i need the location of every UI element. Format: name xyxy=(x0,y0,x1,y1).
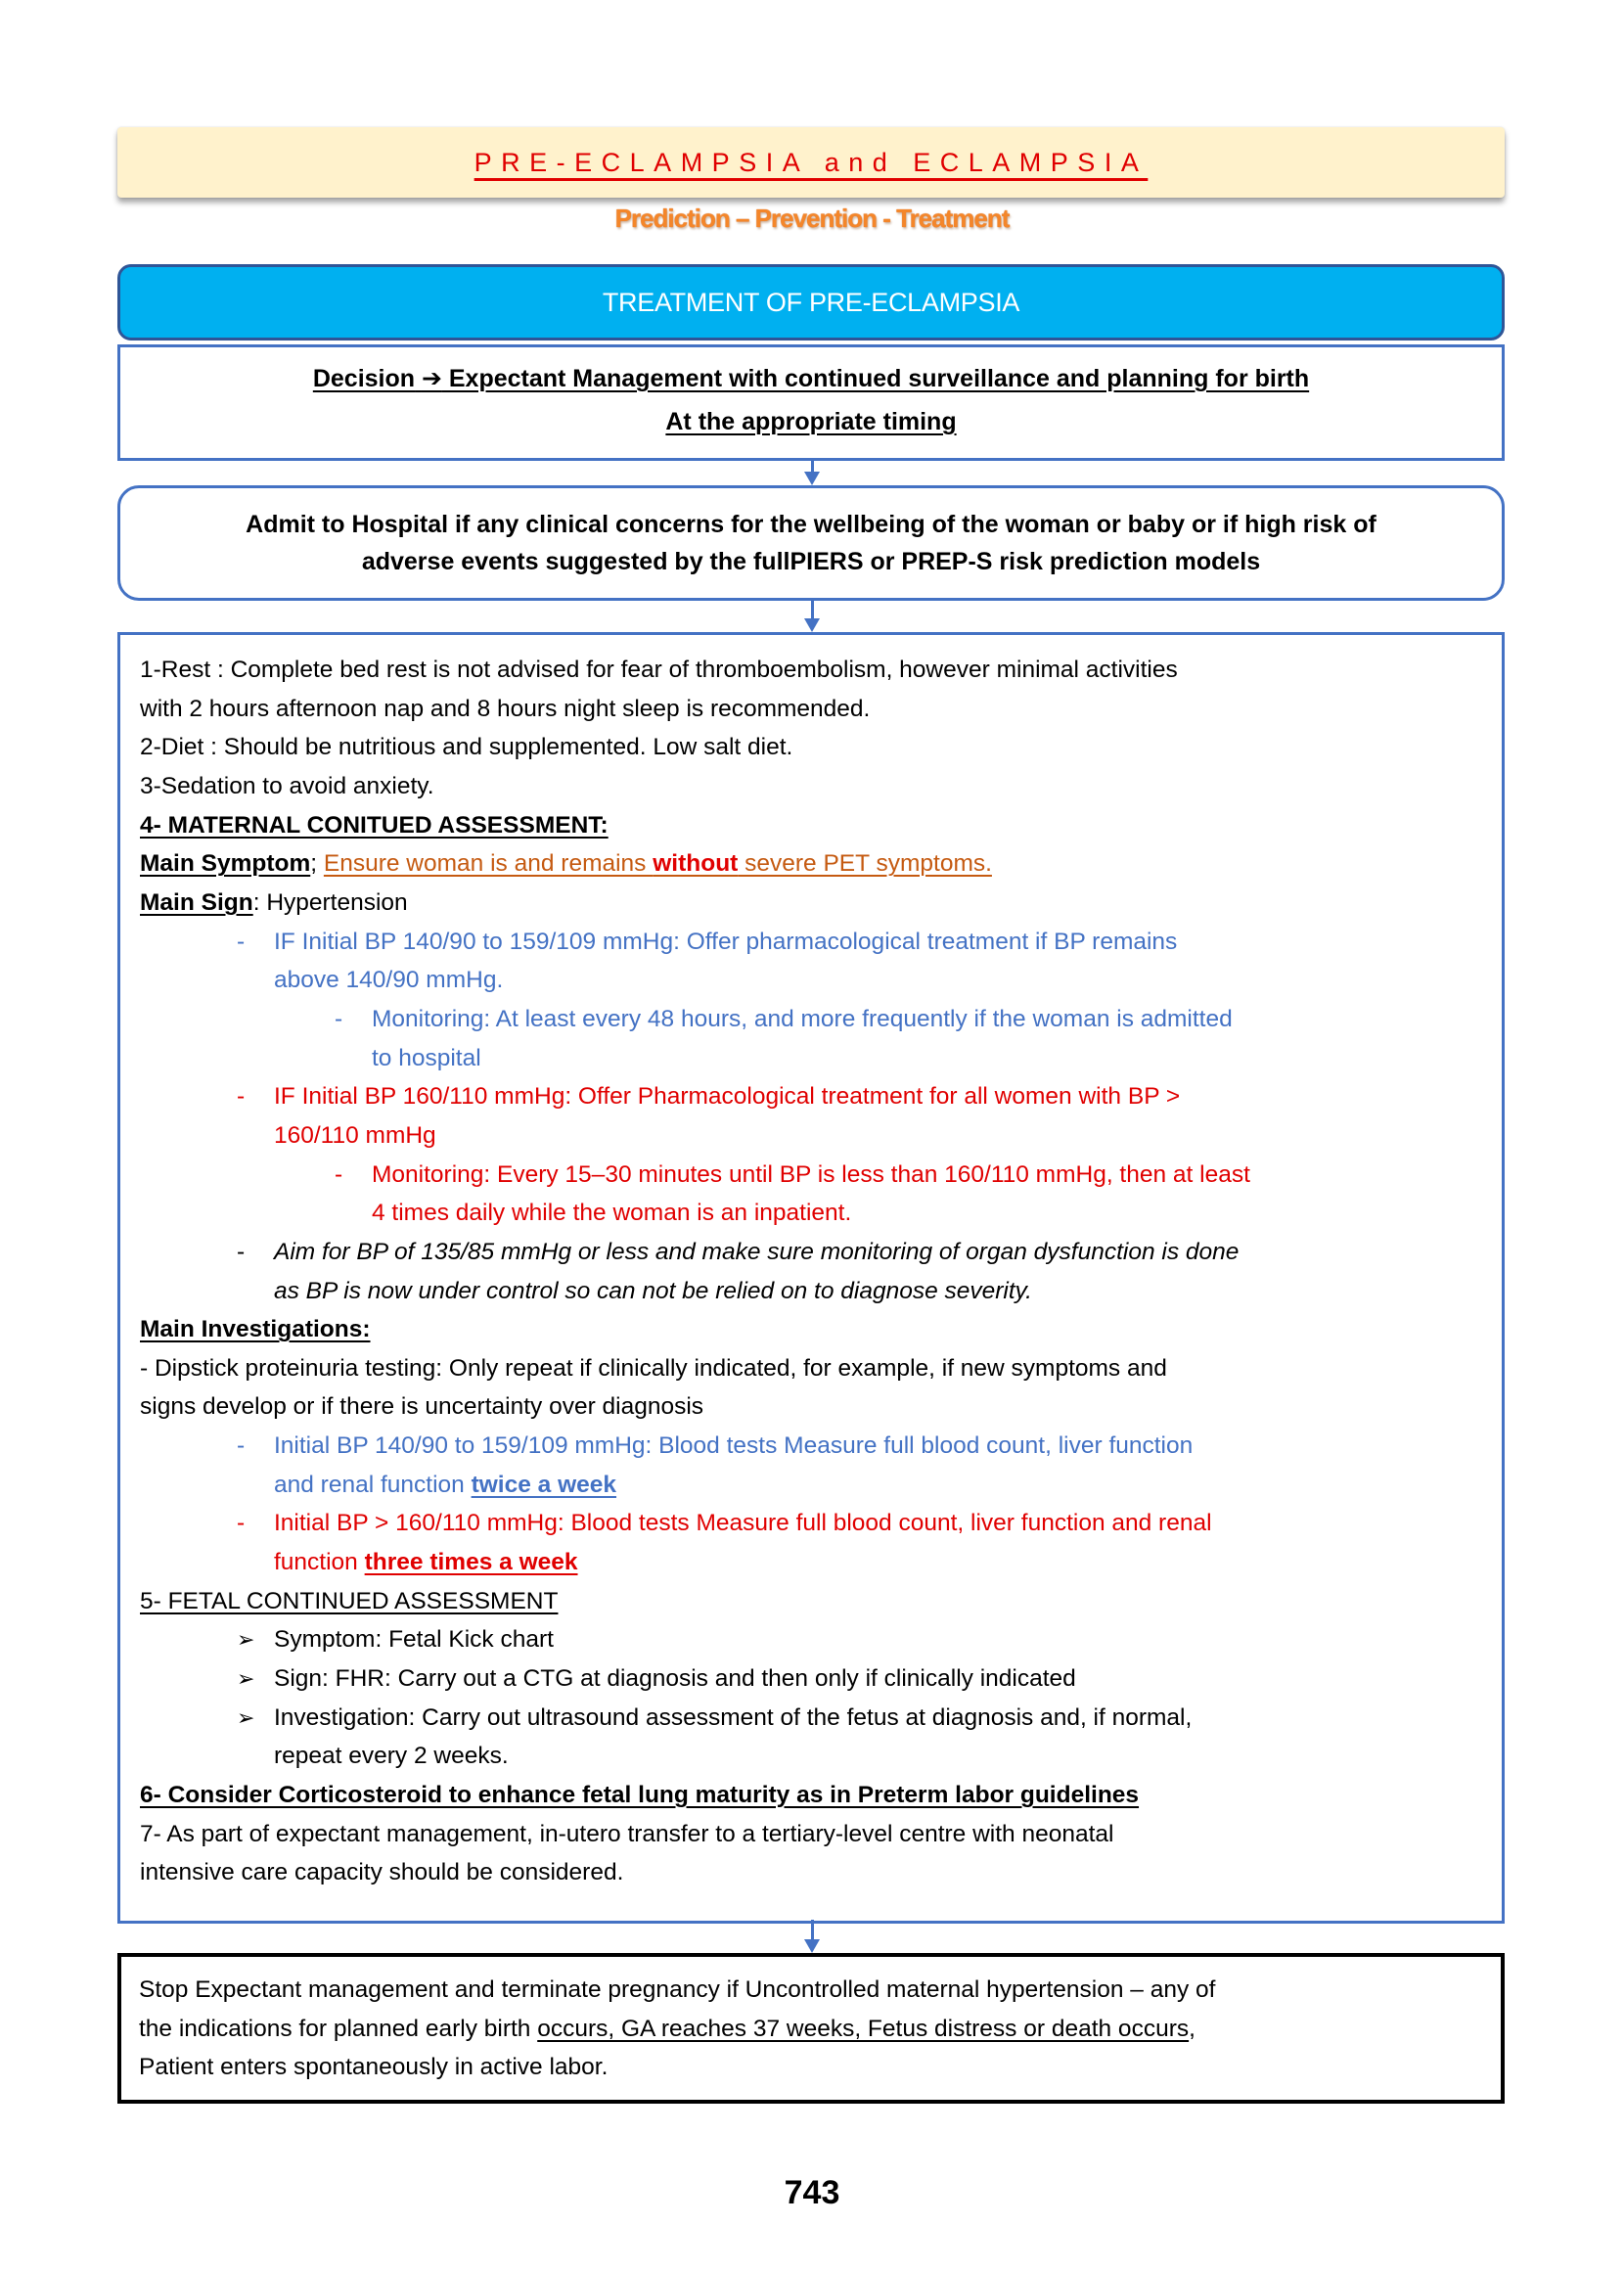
transfer-line-1: 7- As part of expectant management, in-utero transfer to a tertiary-level centre with neonatal xyxy=(140,1820,1114,1847)
diet-line: 2-Diet : Should be nutritious and supplemented. Low salt diet. xyxy=(140,734,793,761)
fetal-sign-text: Sign: FHR: Carry out a CTG at diagnosis and then only if clinically indicated xyxy=(274,1665,1076,1693)
fetal-assessment-heading: 5- FETAL CONTINUED ASSESSMENT xyxy=(140,1587,559,1614)
rest-line-1: 1-Rest : Complete bed rest is not advised for fear of thromboembolism, however minimal activities xyxy=(140,657,1178,683)
dipstick-line-2: signs develop or if there is uncertainty over diagnosis xyxy=(140,1393,704,1421)
bp-mild-line-2: above 140/90 mmHg. xyxy=(274,967,504,994)
maternal-assessment-heading: 4- MATERNAL CONITUED ASSESSMENT: xyxy=(140,811,609,839)
stop-text-post: , xyxy=(1189,2015,1195,2042)
dash-bullet-icon: - xyxy=(335,1160,343,1188)
dash-bullet-icon: - xyxy=(237,1510,246,1537)
dash-bullet-icon: - xyxy=(237,928,246,955)
stop-line-1: Stop Expectant management and terminate pregnancy if Uncontrolled maternal hypertension – any of xyxy=(139,1976,1216,2003)
sedation-line: 3-Sedation to avoid anxiety. xyxy=(140,772,434,799)
aim-text: Aim for BP of 135/85 mmHg or less and make sure monitoring of organ dysfunction is done xyxy=(274,1238,1240,1265)
investigations-heading: Main Investigations: xyxy=(140,1316,371,1343)
admit-line-1: Admit to Hospital if any clinical concerns for the wellbeing of the woman or baby or if high risk of xyxy=(246,511,1376,538)
bp-mild-text: IF Initial BP 140/90 to 159/109 mmHg: Offer pharmacological treatment if BP remains xyxy=(274,928,1178,955)
bp-mild-monitoring-line-1 xyxy=(140,1000,1482,1039)
fetal-investigation-text: Investigation: Carry out ultrasound assessment of the fetus at diagnosis and, if normal, xyxy=(274,1703,1193,1731)
management-details-box xyxy=(117,632,1505,1924)
symptom-text-post: severe PET symptoms. xyxy=(738,850,992,878)
bp-mild-monitoring-line-2: to hospital xyxy=(372,1044,481,1071)
main-symptom-line xyxy=(140,844,1482,884)
stop-line-2 xyxy=(139,2010,1487,2049)
stop-indications: occurs, GA reaches 37 weeks, Fetus distress or death occurs xyxy=(537,2015,1190,2042)
inv-mild-frequency: twice a week xyxy=(471,1471,617,1498)
stop-text-pre: the indications for planned early birth xyxy=(139,2015,538,2042)
decision-label: Decision xyxy=(312,365,416,392)
document-header-box xyxy=(117,127,1505,198)
arrow-bullet-icon: ➢ xyxy=(237,1704,255,1730)
inv-mild-line-1 xyxy=(140,1427,1482,1466)
arrow-bullet-icon: ➢ xyxy=(237,1666,255,1692)
symptom-emphasis: without xyxy=(653,850,739,878)
bp-mild-line-1 xyxy=(140,923,1482,962)
stop-criteria-box xyxy=(117,1953,1505,2104)
dash-bullet-icon: - xyxy=(237,1238,246,1265)
bp-severe-monitoring-line-2: 4 times daily while the woman is an inpatient. xyxy=(372,1200,852,1227)
inv-severe-line-1 xyxy=(140,1504,1482,1543)
section-banner xyxy=(117,264,1505,340)
inv-severe-frequency: three times a week xyxy=(364,1549,578,1576)
decision-box xyxy=(117,344,1505,461)
inv-severe-line-2 xyxy=(140,1543,1482,1582)
corticosteroid-line: 6- Consider Corticosteroid to enhance fetal lung maturity as in Preterm labor guidelines xyxy=(140,1782,1140,1809)
decision-line xyxy=(120,357,1502,400)
admit-line-2: adverse events suggested by the fullPIERS or PREP-S risk prediction models xyxy=(361,548,1261,575)
bp-severe-monitoring-line-1 xyxy=(140,1156,1482,1195)
dash-bullet-icon: - xyxy=(237,1432,246,1460)
dipstick-line-1: - Dipstick proteinuria testing: Only repeat if clinically indicated, for example, if new symptoms and xyxy=(140,1354,1167,1382)
inv-mild-line-2 xyxy=(140,1466,1482,1505)
rest-line-2: with 2 hours afternoon nap and 8 hours night sleep is recommended. xyxy=(140,695,871,722)
fetal-symptom-text: Symptom: Fetal Kick chart xyxy=(274,1626,554,1654)
aim-line-1 xyxy=(140,1233,1482,1272)
arrow-bullet-icon: ➢ xyxy=(237,1627,255,1653)
main-sign-label: Main Sign xyxy=(140,888,253,916)
fetal-investigation-line-2: repeat every 2 weeks. xyxy=(274,1743,509,1770)
transfer-line-2: intensive care capacity should be considered. xyxy=(140,1859,624,1886)
section-title: TREATMENT OF PRE-ECLAMPSIA xyxy=(602,287,1020,317)
document-subtitle: Prediction – Prevention - Treatment xyxy=(614,204,1010,233)
right-arrow-icon: ➔ xyxy=(421,365,442,392)
main-symptom-label: Main Symptom xyxy=(140,850,311,878)
fetal-investigation-item xyxy=(140,1699,1482,1738)
aim-line-2: as BP is now under control so can not be relied on to diagnose severity. xyxy=(274,1277,1032,1304)
fetal-sign-item xyxy=(140,1659,1482,1699)
fetal-symptom-item xyxy=(140,1620,1482,1659)
decision-timing: At the appropriate timing xyxy=(665,408,957,435)
main-sign-line xyxy=(140,884,1482,923)
main-sign-value: : Hypertension xyxy=(252,888,408,916)
dash-bullet-icon: - xyxy=(335,1005,343,1032)
inv-severe-text-pre: function xyxy=(274,1549,365,1576)
decision-text: Expectant Management with continued surveillance and planning for birth xyxy=(441,365,1310,392)
inv-severe-text: Initial BP > 160/110 mmHg: Blood tests Measure full blood count, liver function and renal xyxy=(274,1510,1212,1537)
bp-severe-monitoring-text: Monitoring: Every 15–30 minutes until BP is less than 160/110 mmHg, then at least xyxy=(372,1160,1250,1188)
bp-severe-line-2: 160/110 mmHg xyxy=(274,1121,436,1149)
stop-line-3: Patient enters spontaneously in active labor. xyxy=(139,2054,609,2081)
inv-mild-text-pre: and renal function xyxy=(274,1471,472,1498)
document-title: PRE-ECLAMPSIA and ECLAMPSIA xyxy=(474,147,1149,177)
dash-bullet-icon: - xyxy=(237,1083,246,1111)
main-symptom-text xyxy=(324,850,992,877)
admit-box xyxy=(117,485,1505,601)
bp-severe-text: IF Initial BP 160/110 mmHg: Offer Pharmacological treatment for all women with BP > xyxy=(274,1083,1181,1111)
page-number: 743 xyxy=(784,2174,840,2211)
inv-mild-text: Initial BP 140/90 to 159/109 mmHg: Blood tests Measure full blood count, liver function xyxy=(274,1432,1194,1460)
bp-mild-monitoring-text: Monitoring: At least every 48 hours, and more frequently if the woman is admitted xyxy=(372,1005,1233,1032)
bp-severe-line-1 xyxy=(140,1077,1482,1116)
symptom-text-pre: Ensure woman is and remains xyxy=(323,850,654,878)
separator: ; xyxy=(310,850,324,878)
